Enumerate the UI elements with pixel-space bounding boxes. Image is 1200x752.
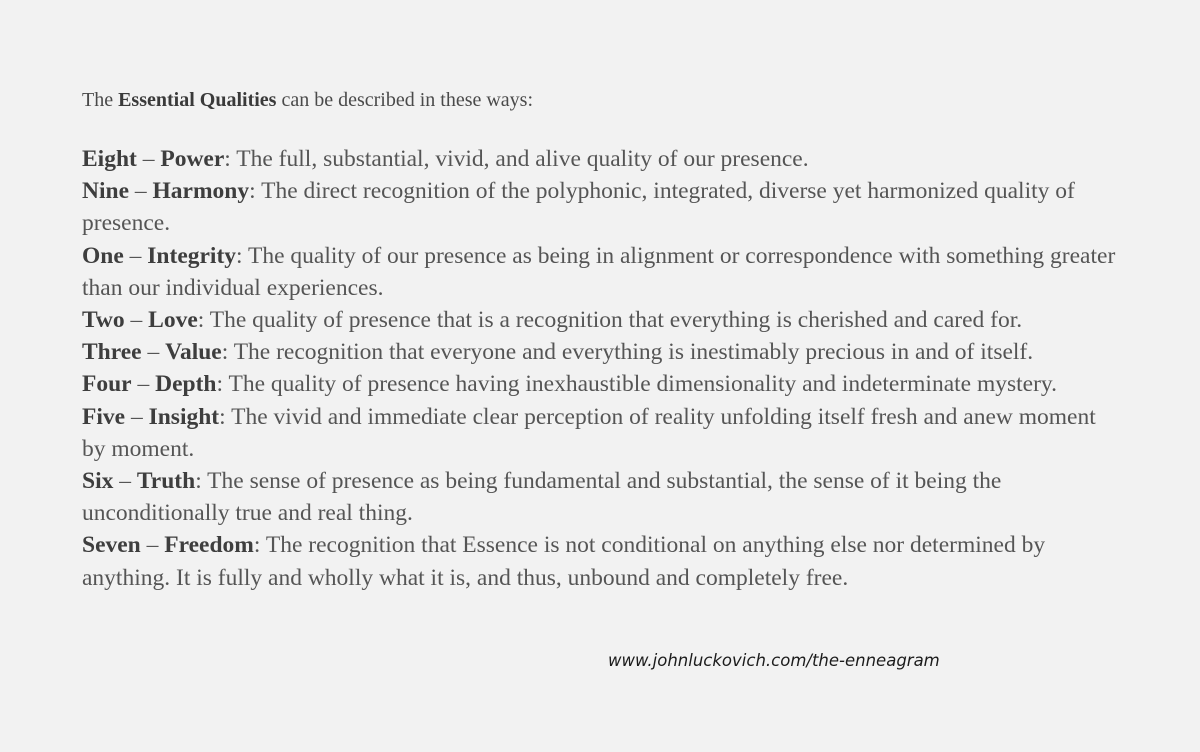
quality-dash: – (125, 403, 149, 430)
quality-description: : The direct recognition of the polyphonic, integrated, diverse yet harmonized quality of presence. (82, 178, 1075, 237)
quality-number: Seven (82, 532, 141, 559)
quality-description: : The quality of presence that is a recognition that everything is cherished and cared for. (197, 307, 1023, 334)
quality-name: Harmony (152, 178, 250, 205)
quality-dash: – (131, 371, 156, 398)
quality-dash: – (124, 307, 149, 334)
quality-item (82, 465, 1122, 529)
quality-description: : The quality of our presence as being in alignment or correspondence with something greater than our individual experiences. (82, 242, 1116, 301)
quality-dash: – (113, 468, 137, 495)
quality-number: Five (82, 403, 126, 430)
quality-name: Value (165, 339, 222, 366)
quality-number: Six (82, 468, 114, 495)
quality-name: Power (160, 146, 225, 172)
quality-number: Eight (82, 146, 137, 172)
quality-description: : The recognition that Essence is not conditional on anything else nor determined by anything. It is fully and wholly what it is, and thus, unbound and completely free. (82, 532, 1046, 591)
quality-description: : The recognition that everyone and everything is inestimably precious in and of itself. (221, 339, 1034, 366)
quality-name: Insight (148, 403, 220, 430)
intro-suffix: can be described in these ways: (276, 89, 534, 111)
quality-number: Three (82, 339, 142, 366)
quality-number: Two (82, 307, 125, 334)
quality-number: Four (82, 371, 132, 398)
quality-name: Freedom (164, 532, 254, 559)
quality-description: : The quality of presence having inexhaustible dimensionality and indeterminate mystery. (216, 371, 1058, 398)
quality-number: One (82, 242, 124, 269)
quality-dash: – (136, 146, 161, 172)
quality-item (82, 529, 1122, 593)
quality-dash: – (123, 242, 148, 269)
quality-dash: – (140, 532, 165, 559)
quality-description: : The full, substantial, vivid, and alive quality of our presence. (224, 146, 809, 172)
quality-description: : The sense of presence as being fundamental and substantial, the sense of it being the unconditionally true and real thing. (82, 468, 1002, 527)
quality-item (82, 240, 1122, 304)
quality-item (82, 304, 1122, 336)
quality-item (82, 175, 1122, 239)
qualities-list (82, 143, 1122, 594)
quality-dash: – (129, 178, 153, 205)
quality-item (82, 401, 1122, 465)
intro-sentence (82, 86, 533, 114)
intro-emphasis: Essential Qualities (118, 89, 277, 111)
quality-item (82, 368, 1122, 400)
quality-name: Integrity (147, 242, 237, 269)
quality-item (82, 143, 1122, 175)
quality-name: Depth (155, 371, 217, 398)
quality-name: Love (148, 307, 198, 334)
quality-description: : The vivid and immediate clear perception of reality unfolding itself fresh and anew moment by moment. (82, 403, 1096, 462)
quality-item (82, 336, 1122, 368)
quality-dash: – (141, 339, 166, 366)
quality-name: Truth (136, 468, 196, 495)
quality-number: Nine (82, 178, 129, 205)
source-url: www.johnluckovich.com/the-enneagram (608, 651, 940, 670)
intro-prefix: The (82, 89, 119, 111)
